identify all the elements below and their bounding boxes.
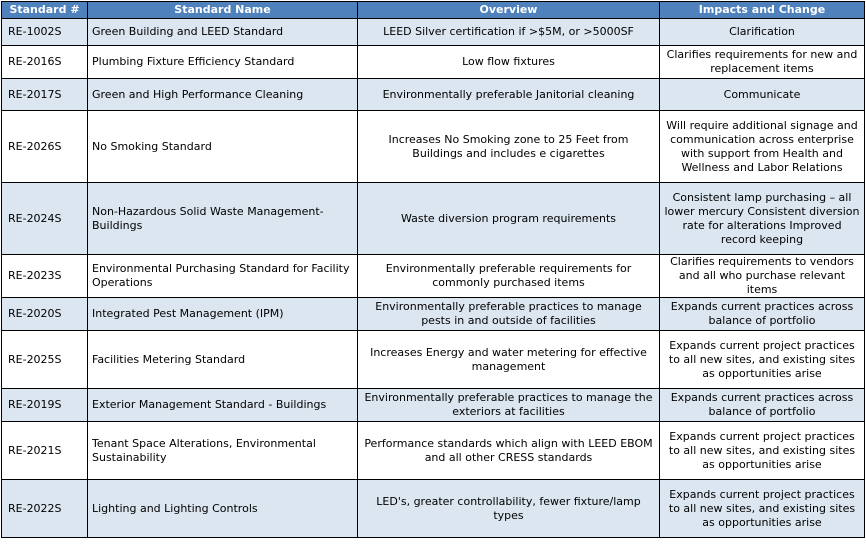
standard-overview: Environmentally preferable practices to manage pests in and outside of facilities (358, 298, 660, 331)
table-row (2, 422, 865, 480)
col-header-standard-name: Standard Name (88, 2, 358, 19)
table-row (2, 19, 865, 46)
standard-name: Exterior Management Standard - Buildings (88, 389, 358, 422)
header-row (2, 2, 865, 19)
table-row (2, 331, 865, 389)
standard-impact: Expands current practices across balance of portfolio (660, 298, 865, 331)
standard-impact: Expands current project practices to all new sites, and existing sites as opportunities arise (660, 422, 865, 480)
standard-overview: LEED Silver certification if >$5M, or >5000SF (358, 19, 660, 46)
standard-name: Facilities Metering Standard (88, 331, 358, 389)
standard-impact: Expands current project practices to all new sites, and existing sites as opportunities arise (660, 331, 865, 389)
standard-code: RE-2026S (2, 111, 88, 183)
standard-impact: Clarifies requirements for new and replacement items (660, 46, 865, 79)
standard-impact: Clarification (660, 19, 865, 46)
standard-overview: Increases No Smoking zone to 25 Feet from Buildings and includes e cigarettes (358, 111, 660, 183)
standard-overview: Environmentally preferable Janitorial cleaning (358, 79, 660, 111)
standard-overview: Low flow fixtures (358, 46, 660, 79)
standard-code: RE-2025S (2, 331, 88, 389)
table-row (2, 389, 865, 422)
table-row (2, 480, 865, 538)
standard-impact: Communicate (660, 79, 865, 111)
standard-code: RE-2016S (2, 46, 88, 79)
standard-code: RE-2017S (2, 79, 88, 111)
col-header-impacts: Impacts and Change (660, 2, 865, 19)
standard-name: Tenant Space Alterations, Environmental Sustainability (88, 422, 358, 480)
standard-overview: Environmentally preferable requirements for commonly purchased items (358, 255, 660, 298)
standard-code: RE-2022S (2, 480, 88, 538)
standard-code: RE-2020S (2, 298, 88, 331)
standard-name: Green and High Performance Cleaning (88, 79, 358, 111)
standard-name: Green Building and LEED Standard (88, 19, 358, 46)
standard-impact: Will require additional signage and communication across enterprise with support from Health and Wellness and Labor Relations (660, 111, 865, 183)
standard-impact: Clarifies requirements to vendors and all who purchase relevant items (660, 255, 865, 298)
standard-overview: Increases Energy and water metering for effective management (358, 331, 660, 389)
table-row (2, 183, 865, 255)
standard-overview: LED's, greater controllability, fewer fixture/lamp types (358, 480, 660, 538)
standard-name: Integrated Pest Management (IPM) (88, 298, 358, 331)
standard-impact: Expands current practices across balance of portfolio (660, 389, 865, 422)
standard-code: RE-2019S (2, 389, 88, 422)
table-row (2, 79, 865, 111)
table-row (2, 298, 865, 331)
standards-table (1, 1, 865, 538)
standard-name: Plumbing Fixture Efficiency Standard (88, 46, 358, 79)
standard-code: RE-2024S (2, 183, 88, 255)
standard-name: Lighting and Lighting Controls (88, 480, 358, 538)
table-row (2, 111, 865, 183)
standard-name: Environmental Purchasing Standard for Facility Operations (88, 255, 358, 298)
table-row (2, 46, 865, 79)
standard-name: No Smoking Standard (88, 111, 358, 183)
standard-overview: Performance standards which align with LEED EBOM and all other CRESS standards (358, 422, 660, 480)
standard-overview: Waste diversion program requirements (358, 183, 660, 255)
standard-overview: Environmentally preferable practices to manage the exteriors at facilities (358, 389, 660, 422)
standard-code: RE-1002S (2, 19, 88, 46)
standard-code: RE-2023S (2, 255, 88, 298)
standard-code: RE-2021S (2, 422, 88, 480)
standard-impact: Expands current project practices to all new sites, and existing sites as opportunities arise (660, 480, 865, 538)
standard-impact: Consistent lamp purchasing – all lower mercury Consistent diversion rate for alterations Improved record keeping (660, 183, 865, 255)
col-header-standard-number: Standard # (2, 2, 88, 19)
col-header-overview: Overview (358, 2, 660, 19)
table-row (2, 255, 865, 298)
standard-name: Non-Hazardous Solid Waste Management-Buildings (88, 183, 358, 255)
